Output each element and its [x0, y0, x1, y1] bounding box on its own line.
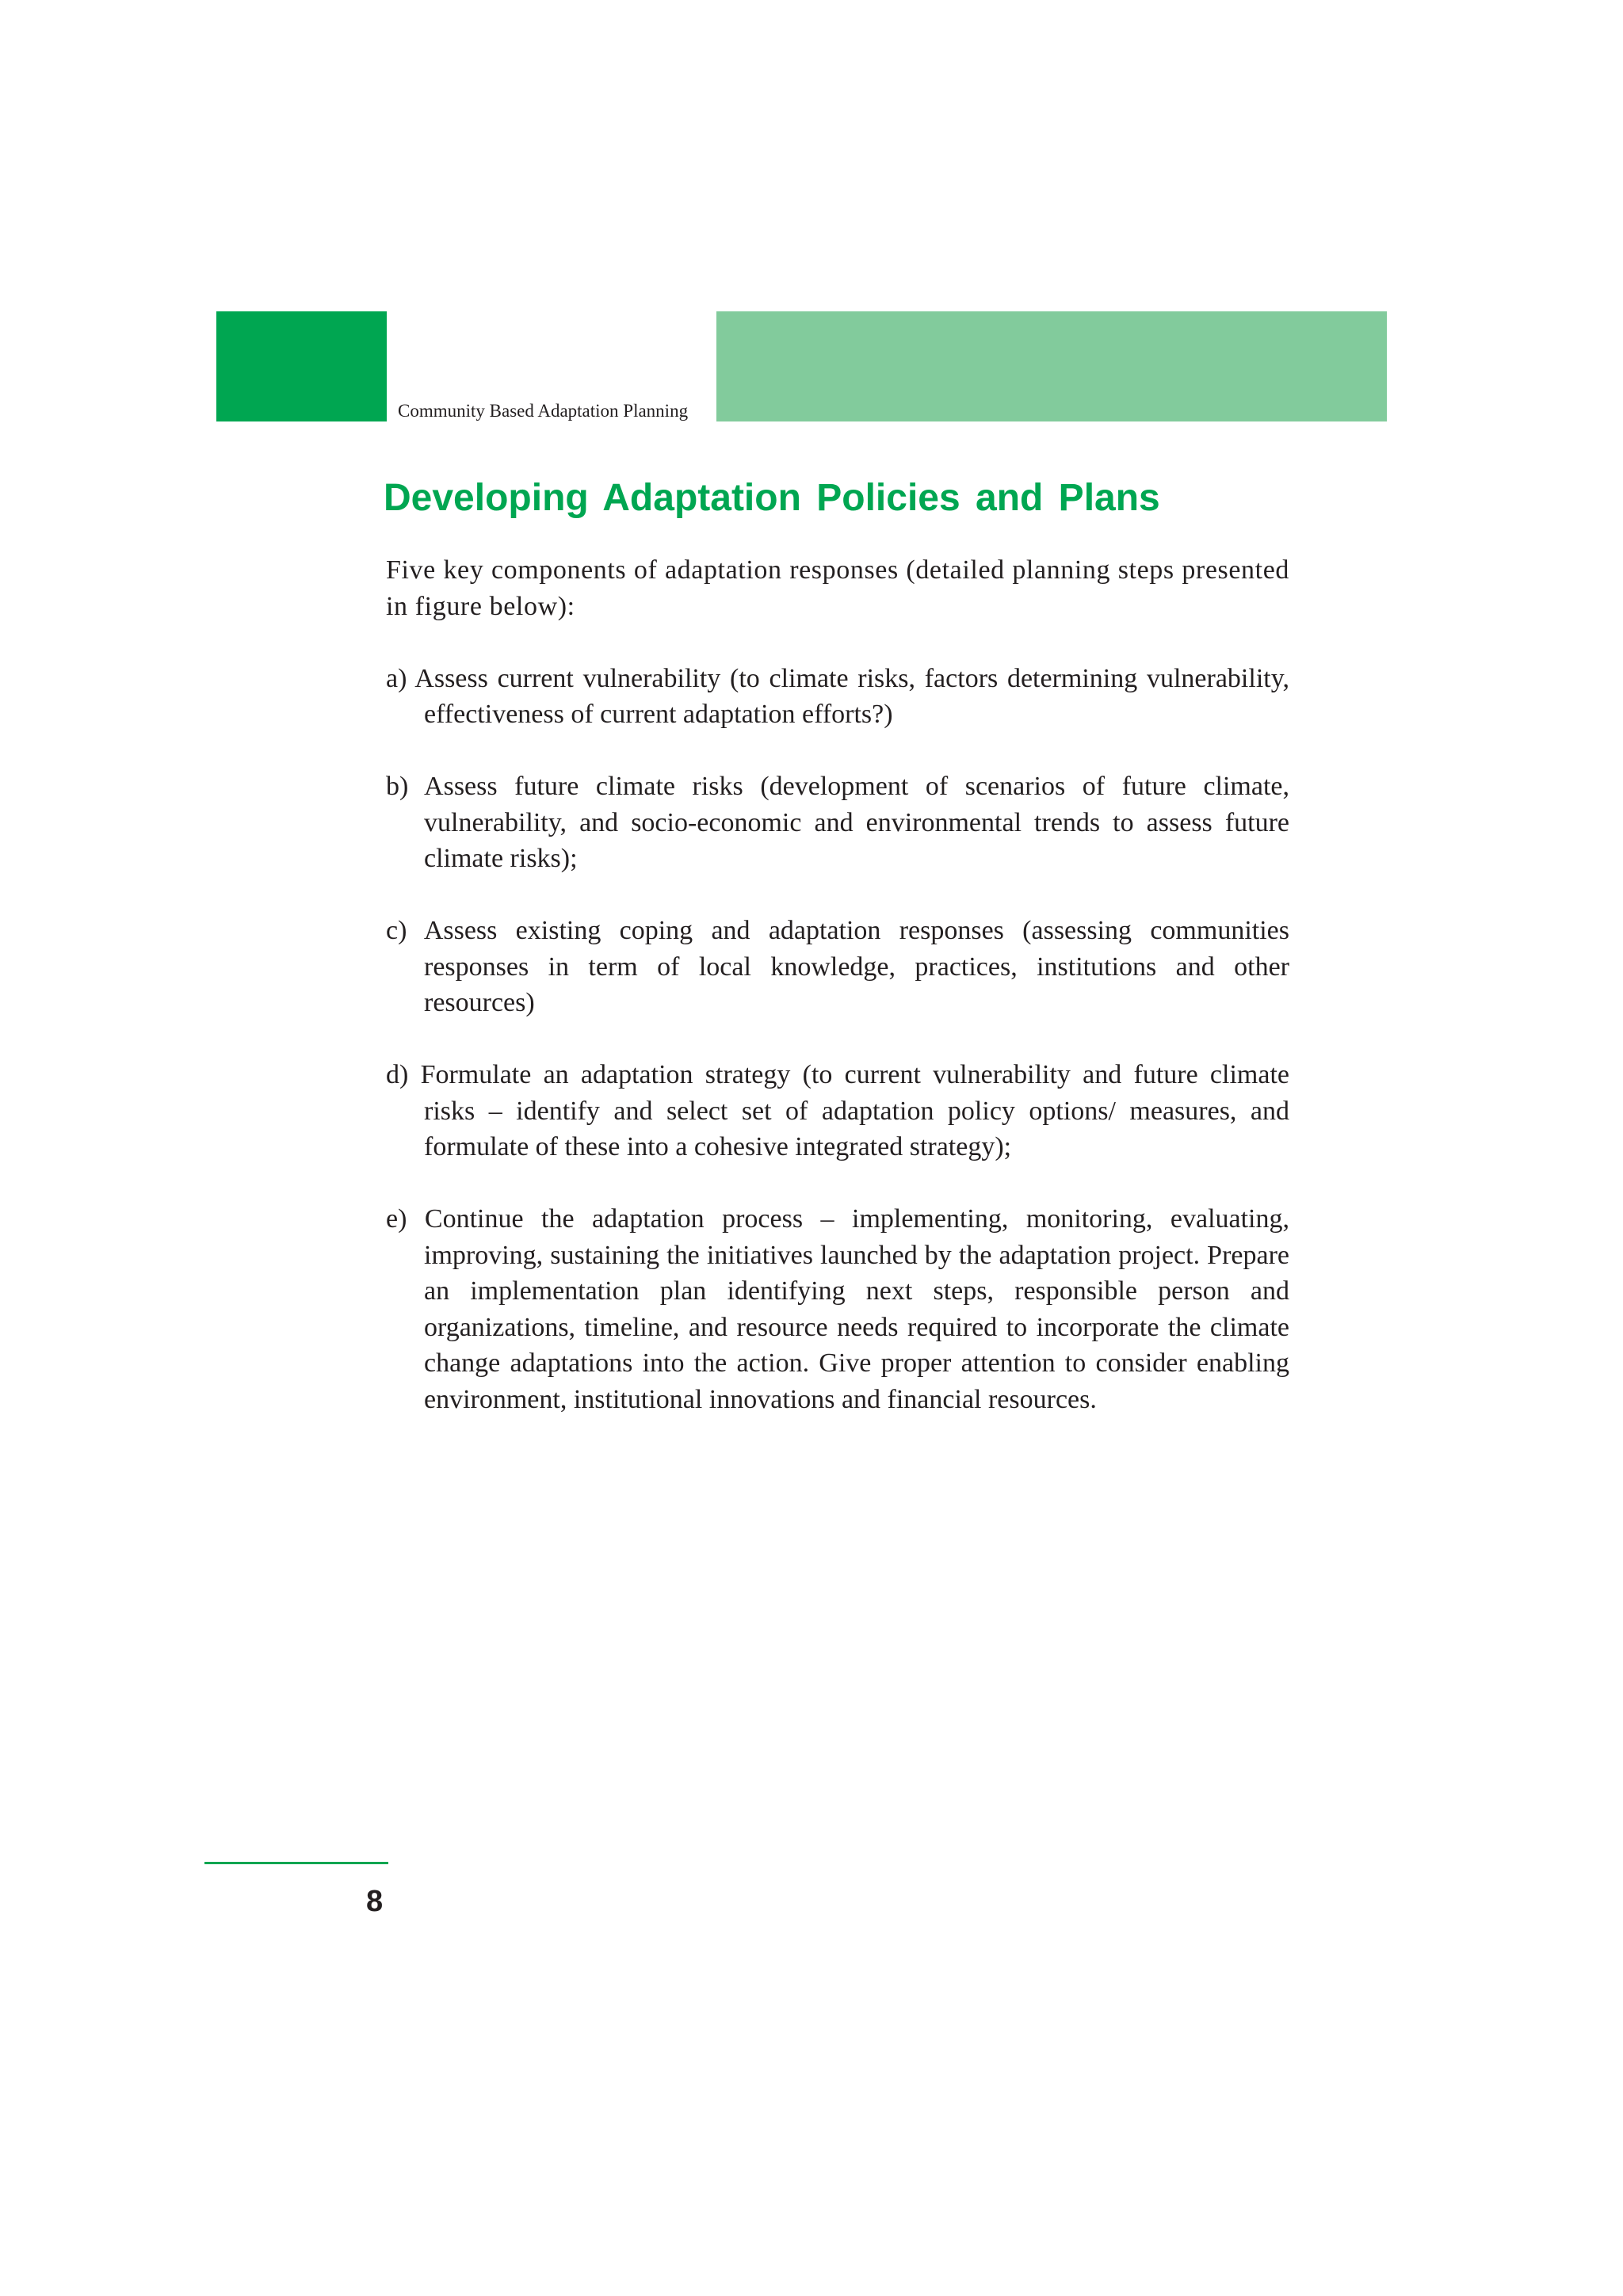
list-item-text: Formulate an adaptation strategy (to current vulnerability and future climate risks – identify and select set of adaptation policy options/ measures, and formulate of these into a cohesive integrated strategy); [420, 1060, 1289, 1161]
list-item-marker: a) [386, 663, 407, 693]
running-head: Community Based Adaptation Planning [398, 401, 689, 421]
list-item-marker: b) [386, 772, 409, 801]
body-content [386, 552, 1289, 1454]
list-item-c [386, 913, 1289, 1021]
header-color-block-right [716, 311, 1387, 421]
list-item-text: Assess future climate risks (development of scenarios of future climate, vulnerability, and socio-economic and environmental trends to assess future climate risks); [424, 772, 1289, 873]
list-item-text: Assess current vulnerability (to climate risks, factors determining vulnerability, effectiveness of current adaptation efforts?) [414, 663, 1290, 729]
list-item-text: Assess existing coping and adaptation responses (assessing communities responses in term of local knowledge, practices, institutions and other resources) [423, 916, 1289, 1017]
list-item-marker: c) [386, 916, 407, 945]
header-color-block-left [216, 311, 387, 421]
footer-rule [204, 1862, 388, 1864]
page-title: Developing Adaptation Policies and Plans [384, 477, 1160, 519]
list-item-b [386, 769, 1289, 877]
page-number: 8 [366, 1885, 384, 1918]
list-item-a [386, 661, 1289, 733]
list-item-text: Continue the adaptation process – implementing, monitoring, evaluating, improving, sustaining the initiatives launched by the adaptation project. Prepare an implementation plan identifying next steps, responsible person and organizations, timeline, and resource needs required to incorporate the climate change adaptations into the action. Give proper attention to consider enabling environment, institutional innovations and financial resources. [424, 1204, 1289, 1414]
list-item-marker: d) [386, 1060, 409, 1089]
list-item-d [386, 1057, 1289, 1165]
list-item-marker: e) [386, 1204, 407, 1234]
intro-paragraph: Five key components of adaptation responses (detailed planning steps presented in figure below): [386, 555, 1289, 621]
list-item-e [386, 1201, 1289, 1417]
